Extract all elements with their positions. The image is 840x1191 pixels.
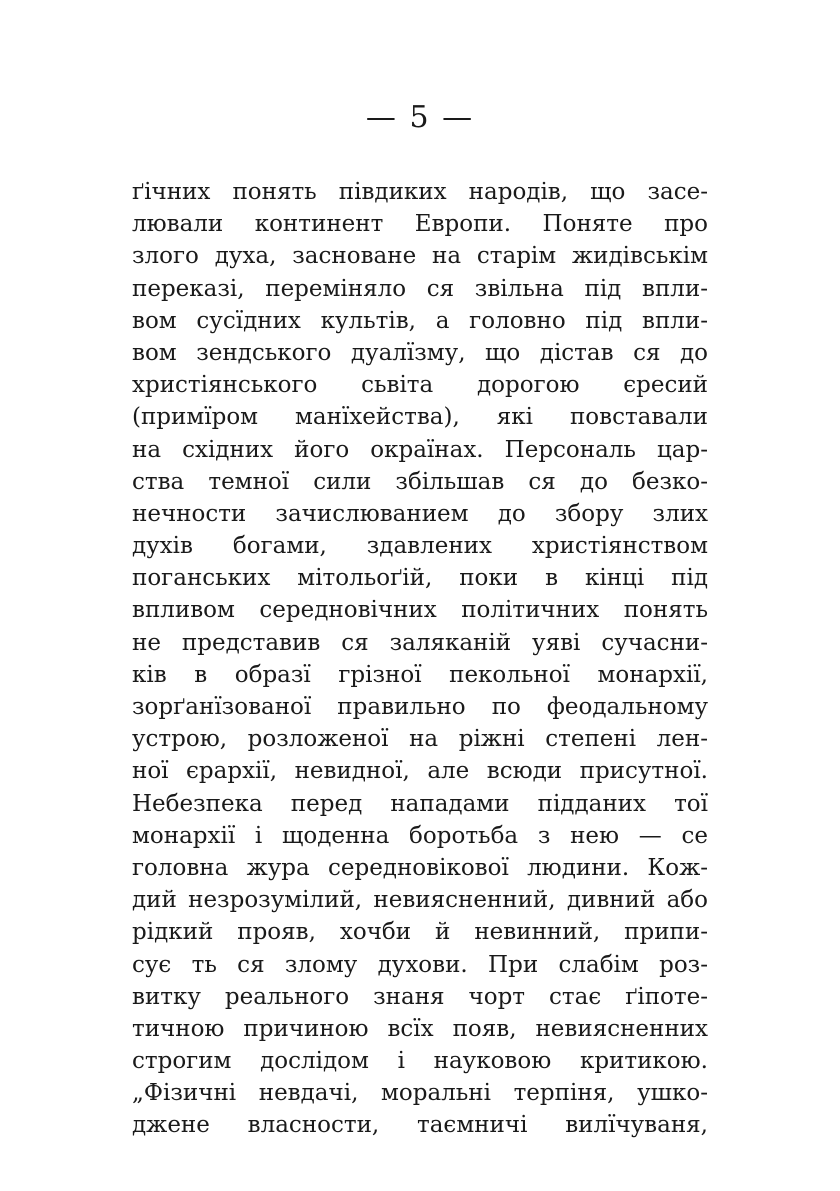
text-line: поганських мітольоґій, поки в кінці під <box>132 565 708 592</box>
text-line: тичною причиною всїх появ, невиясненних <box>132 1015 708 1042</box>
text-line: витку реального знаня чорт стає ґіпоте- <box>132 983 708 1010</box>
text-line: строгим дослідом і науковою критикою. <box>132 1048 708 1075</box>
text-line: вом сусїдних культів, а головно під впли- <box>132 307 708 334</box>
text-line: джене власности, таємничі вилїчуваня, <box>132 1112 708 1139</box>
text-line: не представив ся заляканій уяві сучасни- <box>132 629 708 656</box>
text-line: головна жура середновікової людини. Кож- <box>132 854 708 881</box>
text-line: нечности зачислюванием до збору злих <box>132 500 708 527</box>
text-line: злого духа, засноване на старім жидівськім <box>132 243 708 270</box>
text-line: ків в образї грізної пекольної монархії, <box>132 661 708 688</box>
text-line: ґічних понять півдиких народів, що засе- <box>132 179 708 205</box>
page-number: — 5 — <box>365 100 475 135</box>
text-line: на східних його окраїнах. Персональ цар- <box>132 436 708 463</box>
text-line: сує ть ся злому духови. При слабім роз- <box>132 951 708 978</box>
text-line: ної єрархії, невидної, але всюди присутної. <box>132 758 708 785</box>
text-line: духів богами, здавлених христіянством <box>132 533 708 560</box>
text-line: впливом середновічних політичних понять <box>132 597 708 624</box>
text-line: монархії і щоденна боротьба з нею — се <box>132 822 708 849</box>
text-line: переказі, переміняло ся звільна під впли- <box>132 275 708 302</box>
text-line: вом зендського дуалїзму, що дістав ся до <box>132 339 708 366</box>
text-line: рідкий прояв, хочби й невинний, припи- <box>132 919 708 946</box>
text-line: „Фізичні невдачі, моральні терпіня, ушко- <box>132 1080 708 1107</box>
text-line: устрою, розложеної на ріжні степені лен- <box>132 726 708 753</box>
text-line: ства темної сили збільшав ся до безко- <box>132 468 708 495</box>
text-line: Небезпека перед нападами підданих тої <box>132 790 708 817</box>
text-line: дий незрозумілий, невиясненний, дивний або <box>132 887 708 914</box>
text-line: христіянського сьвіта дорогою єресий <box>132 372 708 399</box>
body-text <box>132 176 708 1142</box>
text-line: (примїром манїхейства), які повставали <box>132 404 708 431</box>
text-line: зорґанїзованої правильно по феодальному <box>132 694 708 720</box>
text-line: лювали континент Европи. Поняте про <box>132 211 708 238</box>
